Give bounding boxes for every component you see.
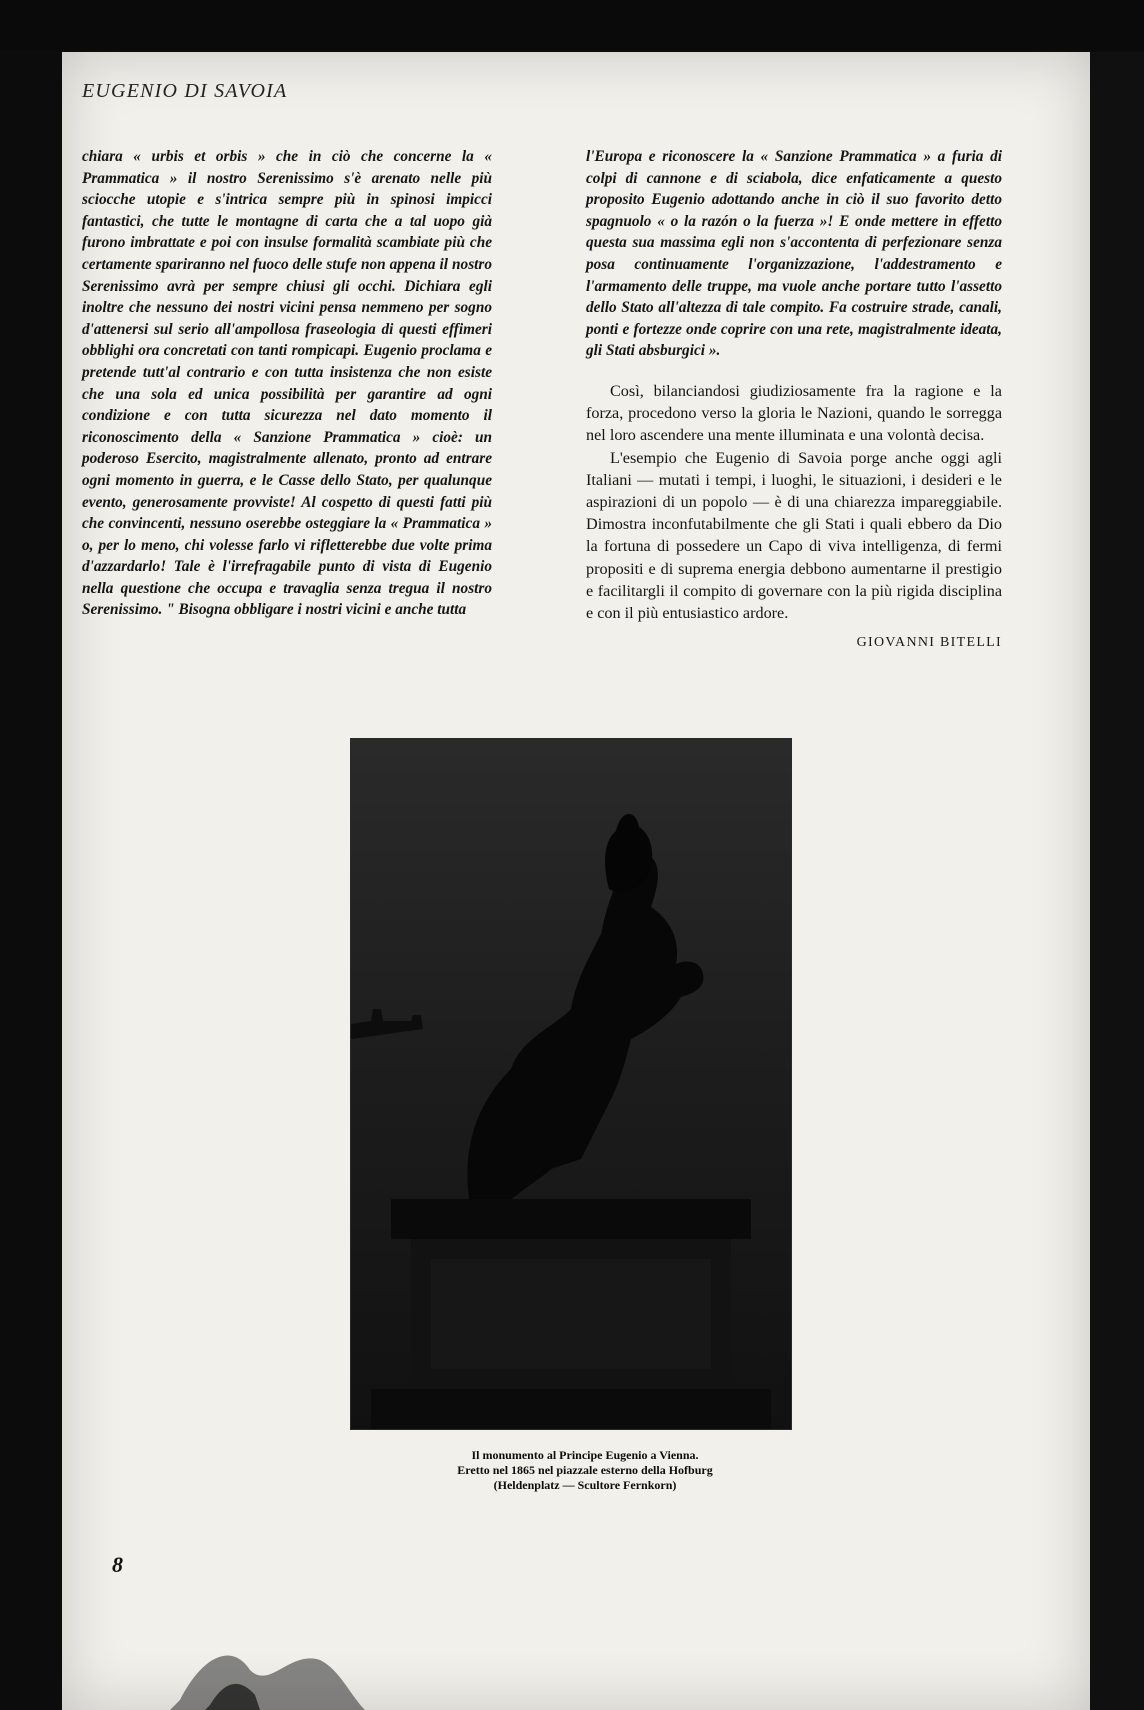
photo-caption <box>380 1448 790 1493</box>
equestrian-monument-photo <box>350 738 792 1430</box>
left-column-text: chiara « urbis et orbis » che in ciò che concerne la « Prammatica » il nostro Serenissimo s'è arenato nelle più sciocche utopie e s'intrica sempre più in spinosi impicci fantastici, che tutte le montagne di carta che a tal uopo già furono imbrattate e poi con insulse formalità scambiate più che certamente spariranno nel fuoco delle stufe non appena il nostro Serenissimo avrà per sempre chiusi gli occhi. Dichiara egli inoltre che nessuno dei nostri vicini pensa nemmeno per sogno d'attenersi sul serio all'ampollosa fraseologia di questi effimeri obblighi ora concretati con tanti rompicapi. Eugenio proclama e pretende tutt'al contrario e con tutta insistenza che non esiste che una sola ed unica possibilità per garantire ad ogni condizione e con tutta sicurezza nel dato momento il riconoscimento della « Sanzione Prammatica » cioè: un poderoso Esercito, magistralmente allenato, pronto ad entrare ogni momento in guerra, e le Casse dello Stato, per qualunque evento, generosamente provviste! Al cospetto di questi fatti più che convincenti, nessuno oserebbe osteggiare la « Prammatica » o, per lo meno, chi volesse farlo vi rifletterebbe due volte prima d'azzardarlo! Tale è l'irrefragabile punto di vista di Eugenio nella questione che occupa e travaglia senza tregua il nostro Serenissimo. " Bisogna obbligare i nostri vicini e anche tutta <box>82 148 492 619</box>
scan-border-right <box>1090 52 1144 1710</box>
page-number: 8 <box>112 1552 123 1577</box>
right-text-column <box>586 146 1002 654</box>
scan-border-top <box>0 0 1144 50</box>
author-signature: GIOVANNI BITELLI <box>856 635 1002 651</box>
caption-line: Eretto nel 1865 nel piazzale esterno della Hofburg <box>457 1463 713 1477</box>
quote-continuation: l'Europa e riconoscere la « Sanzione Prammatica » a furia di colpi di cannone e di sciabola, dice enfaticamente a questo proposito Eugenio adottando anche in ciò il suo favorito detto spagnuolo « o la razón o la fuerza »! E onde mettere in effetto questa sua massima egli non s'accontenta di perfezionare senza posa continuamente l'organizzazione, l'addestramento e l'armamento delle truppe, ma vuole anche portare tutto l'assetto dello Stato all'altezza di tale compito. Fa costruire strade, canali, ponti e fortezze onde coprire con una rete, magistralmente ideata, gli Stati absburgici ». <box>586 148 1002 360</box>
paragraph-2: L'esempio che Eugenio di Savoia porge anche oggi agli Italiani — mutati i tempi, i luoghi, le situazioni, i desideri e le aspirazioni di un popolo — è di una chiarezza impareggiabile. Dimostra inconfutabilmente che gli Stati i quali ebbero da Dio la fortuna di possedere un Capo di viva intelligenza, di fermi propositi e di suprema energia debbono aumentarne il prestigio e facilitargli il compito di governare con la più rigida disciplina e con il più entusiastico ardore. <box>586 448 1002 622</box>
monument-silhouette <box>351 739 791 1429</box>
running-head: EUGENIO DI SAVOIA <box>82 80 288 102</box>
left-text-column <box>82 146 492 621</box>
caption-line: Il monumento al Principe Eugenio a Vienna. <box>471 1448 699 1462</box>
caption-line: (Heldenplatz — Scultore Fernkorn) <box>493 1478 677 1492</box>
paragraph-1: Così, bilanciandosi giudiziosamente fra la ragione e la forza, procedono verso la gloria le Nazioni, quando le sorregga nel loro ascendere una mente illuminata e una volontà decisa. <box>586 381 1002 445</box>
scan-smudge <box>170 1600 370 1710</box>
